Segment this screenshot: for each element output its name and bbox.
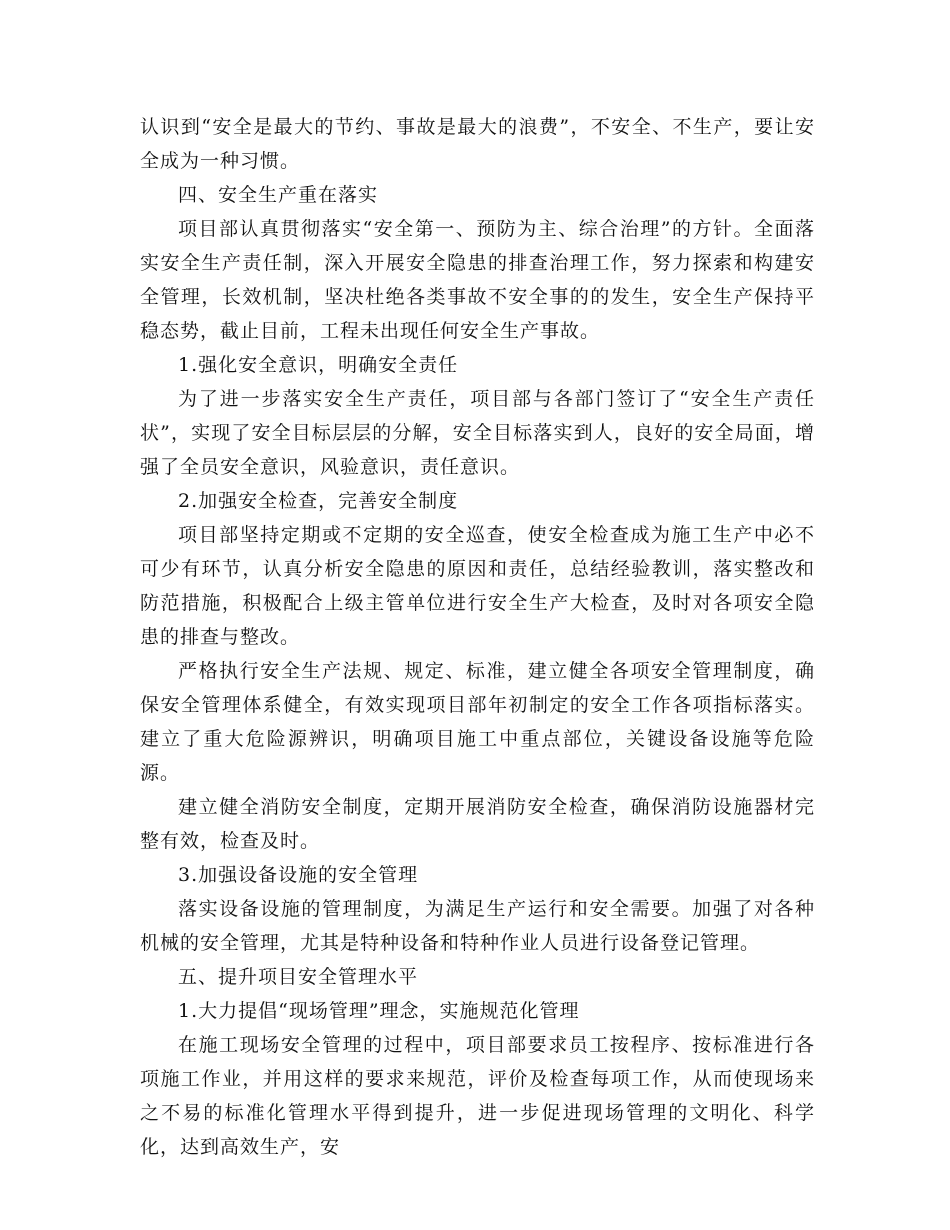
- paragraph: 项目部坚持定期或不定期的安全巡查，使安全检查成为施工生产中必不可少有环节，认真分析安全隐患的原因和责任，总结经验教训，落实整改和防范措施，积极配合上级主管单位进行安全生产大检查，及时对各项安全隐患的排查与整改。: [140, 524, 815, 648]
- subheading-4-2: 2.加强安全检查，完善安全制度: [178, 490, 459, 512]
- subheading-4-3: 3.加强设备设施的安全管理: [178, 864, 419, 886]
- paragraph: 落实设备设施的管理制度，为满足生产运行和安全需要。加强了对各种机械的安全管理，尤其是特种设备和特种作业人员进行设备登记管理。: [140, 898, 815, 954]
- paragraph: 建立健全消防安全制度，定期开展消防安全检查，确保消防设施器材完整有效，检查及时。: [140, 796, 815, 852]
- section-heading-5: 五、提升项目安全管理水平: [178, 966, 419, 988]
- subheading-5-1: 1.大力提倡“现场管理”理念，实施规范化管理: [178, 1000, 580, 1022]
- paragraph-continuation: 认识到“安全是最大的节约、事故是最大的浪费”，不安全、不生产，要让安全成为一种习惯。: [140, 116, 815, 172]
- paragraph: 为了进一步落实安全生产责任，项目部与各部门签订了“安全生产责任状”，实现了安全目标层层的分解，安全目标落实到人，良好的安全局面，增强了全员安全意识，风验意识，责任意识。: [140, 388, 815, 478]
- paragraph: 严格执行安全生产法规、规定、标准，建立健全各项安全管理制度，确保安全管理体系健全，有效实现项目部年初制定的安全工作各项指标落实。建立了重大危险源辨识，明确项目施工中重点部位，关键设备设施等危险源。: [140, 660, 815, 784]
- section-heading-4: 四、安全生产重在落实: [178, 184, 379, 206]
- paragraph: 在施工现场安全管理的过程中，项目部要求员工按程序、按标准进行各项施工作业，并用这样的要求来规范，评价及检查每项工作，从而使现场来之不易的标准化管理水平得到提升，进一步促进现场管理的文明化、科学化，达到高效生产，安: [140, 1034, 815, 1158]
- paragraph: 项目部认真贯彻落实“安全第一、预防为主、综合治理”的方针。全面落实安全生产责任制，深入开展安全隐患的排查治理工作，努力探索和构建安全管理，长效机制，坚决杜绝各类事故不安全事的的发生，安全生产保持平稳态势，截止目前，工程未出现任何安全生产事故。: [140, 218, 815, 342]
- subheading-4-1: 1.强化安全意识，明确安全责任: [178, 354, 459, 376]
